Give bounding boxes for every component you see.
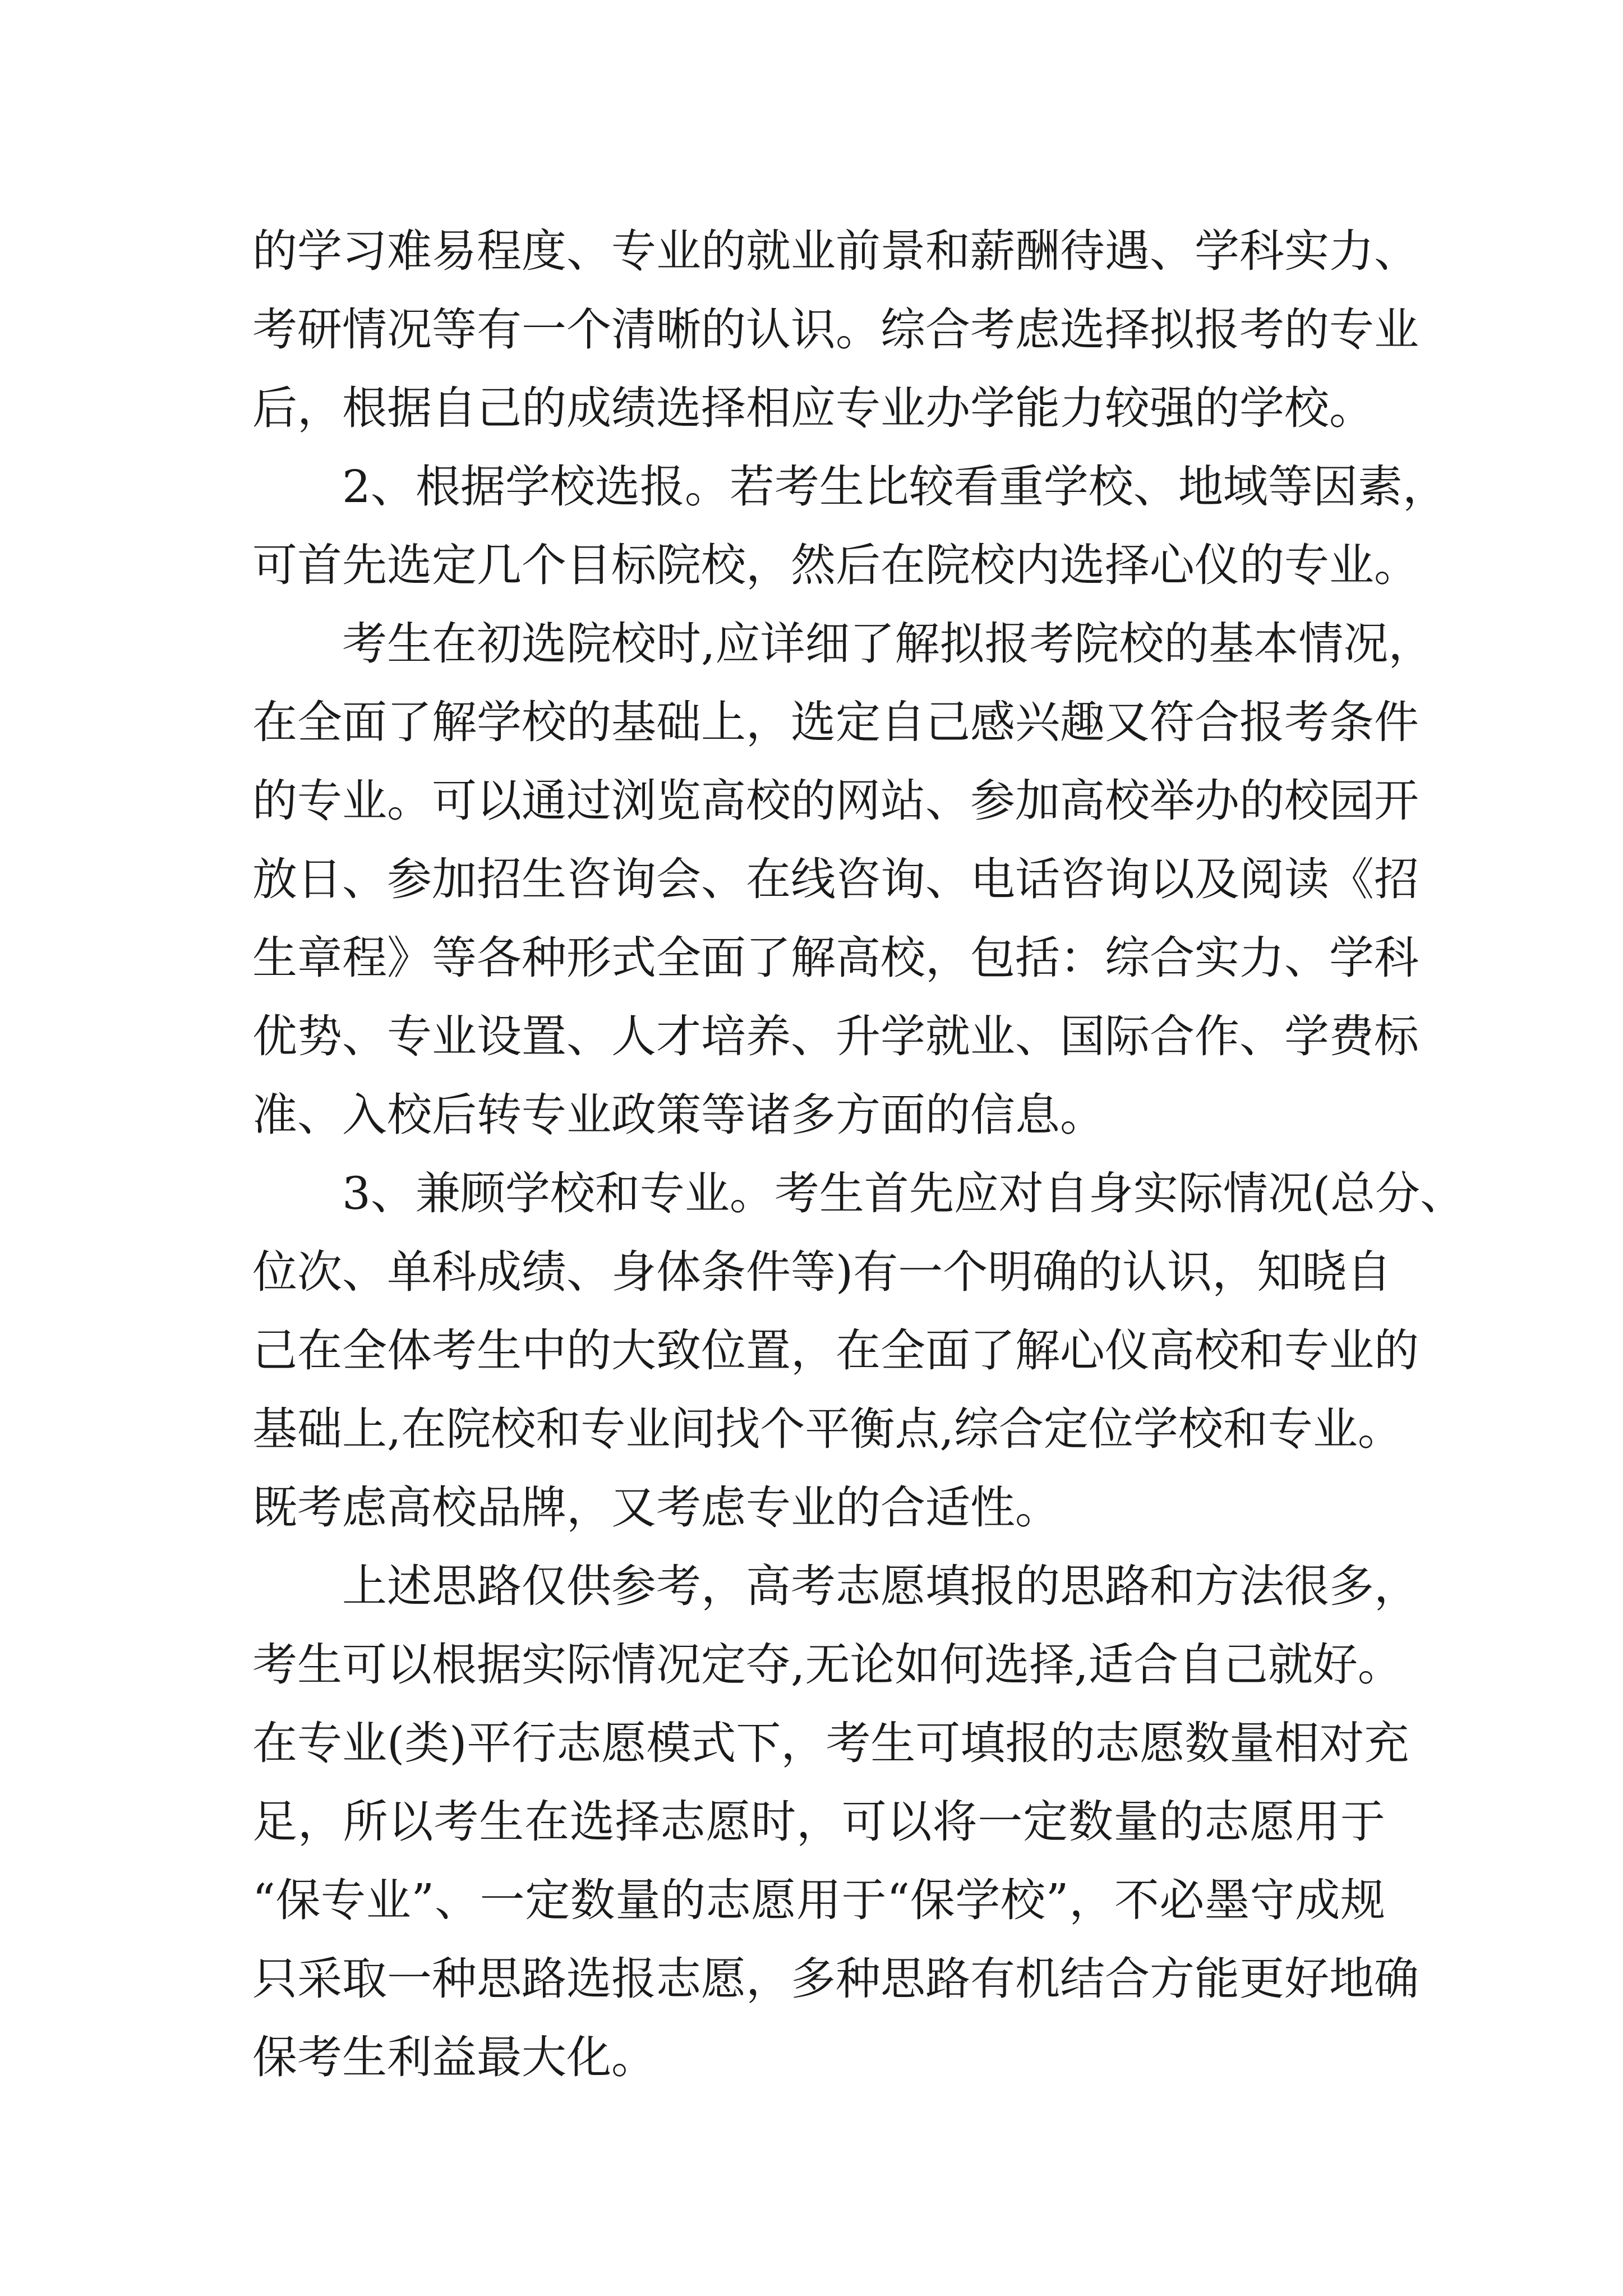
text-line: 足，所以考生在选择志愿时，可以将一定数量的志愿用于 (252, 1796, 1385, 1848)
text-line: 的专业。可以通过浏览高校的网站、参加高校举办的校园开 (252, 775, 1419, 827)
text-line: 3、兼顾学校和专业。考生首先应对自身实际情况(总分、 (342, 1167, 1465, 1220)
text-line: 只采取一种思路选报志愿，多种思路有机结合方能更好地确 (252, 1953, 1419, 2005)
paragraph (252, 1154, 1465, 1547)
paragraph (252, 448, 1447, 605)
paragraph (252, 212, 1419, 448)
text-line: 在专业(类)平行志愿模式下，考生可填报的志愿数量相对充 (252, 1717, 1409, 1769)
text-line: 2、根据学校选报。若考生比较看重学校、地域等因素， (342, 461, 1447, 513)
text-line: 考生可以根据实际情况定夺,无论如何选择,适合自己就好。 (252, 1639, 1403, 1691)
text-line: 在全面了解学校的基础上，选定自己感兴趣又符合报考条件 (252, 696, 1419, 748)
paragraph (252, 605, 1433, 1154)
text-line: 的学习难易程度、专业的就业前景和薪酬待遇、学科实力、 (252, 225, 1419, 277)
text-line: 准、入校后转专业政策等诸多方面的信息。 (252, 1089, 1105, 1141)
text-line: 后，根据自己的成绩选择相应专业办学能力较强的学校。 (252, 382, 1374, 434)
text-line: 既考虑高校品牌，又考虑专业的合适性。 (252, 1481, 1060, 1534)
text-line: 基础上,在院校和专业间找个平衡点,综合定位学校和专业。 (252, 1403, 1403, 1455)
text-line: 上述思路仅供参考，高考志愿填报的思路和方法很多， (342, 1560, 1419, 1612)
text-line: 可首先选定几个目标院校，然后在院校内选择心仪的专业。 (252, 539, 1419, 591)
text-line: 考生在初选院校时,应详细了解拟报考院校的基本情况， (342, 618, 1433, 670)
paragraph (252, 1547, 1419, 2097)
text-line: “保专业”、一定数量的志愿用于“保学校”，不必墨守成规 (252, 1874, 1385, 1926)
text-line: 己在全体考生中的大致位置，在全面了解心仪高校和专业的 (252, 1324, 1419, 1377)
text-line: 生章程》等各种形式全面了解高校，包括：综合实力、学科 (252, 932, 1419, 984)
text-line: 优势、专业设置、人才培养、升学就业、国际合作、学费标 (252, 1010, 1419, 1062)
text-line: 考研情况等有一个清晰的认识。综合考虑选择拟报考的专业 (252, 303, 1419, 356)
text-line: 放日、参加招生咨询会、在线咨询、电话咨询以及阅读《招 (252, 853, 1419, 905)
text-line: 保考生利益最大化。 (252, 2031, 656, 2083)
text-line: 位次、单科成绩、身体条件等)有一个明确的认识，知晓自 (252, 1246, 1392, 1298)
document-page (252, 212, 1465, 2097)
